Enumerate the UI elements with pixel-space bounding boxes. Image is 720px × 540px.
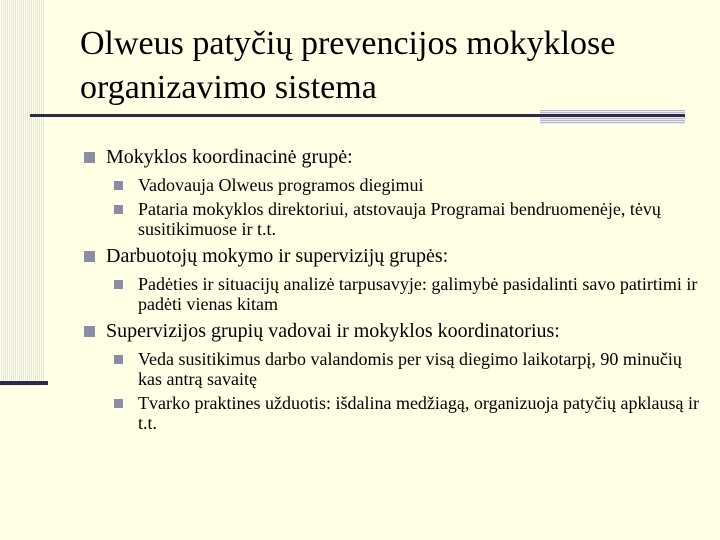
square-bullet-icon [84,251,95,262]
sub-bullet-text: Tvarko praktines užduotis: išdalina medžiagą, organizuoja patyčių apklausą ir t.t. [138,393,699,433]
bullet-text: Supervizijos grupių vadovai ir mokyklos koordinatorius: [106,320,560,342]
bullet-item-coordination-group [84,146,704,168]
sub-bullet-item [84,349,704,389]
sub-bullet-text: Padėties ir situacijų analizė tarpusavyje: galimybė pasidalinti savo patirtimi ir padėti vienas kitam [138,274,698,314]
sub-bullet-item [84,199,704,239]
square-bullet-icon [114,280,123,289]
sub-bullet-item [84,274,704,314]
title-rule-pattern [540,110,685,124]
bullet-item-supervision-leaders [84,320,704,342]
bullet-text: Mokyklos koordinacinė grupė: [106,146,353,168]
bullet-text: Darbuotojų mokymo ir supervizijų grupės: [106,245,449,267]
sub-bullet-text: Vadovauja Olweus programos diegimui [138,175,424,195]
left-bar-cap [0,381,48,385]
slide-content [84,146,704,439]
sub-list [84,175,704,239]
slide-title: Olweus patyčių prevencijos mokyklose organizavimo sistema [80,25,616,106]
sub-list [84,349,704,433]
left-decorative-bar [0,0,44,386]
square-bullet-icon [84,152,95,163]
square-bullet-icon [84,326,95,337]
sub-bullet-item [84,175,704,195]
sub-bullet-text: Pataria mokyklos direktoriui, atstovauja Programai bendruomenėje, tėvų susitikimuose ir t.t. [138,199,661,239]
sub-bullet-text: Veda susitikimus darbo valandomis per visą diegimo laikotarpį, 90 minučių kas antrą savaitę [138,349,682,389]
title-divider [30,114,685,117]
square-bullet-icon [114,399,123,408]
square-bullet-icon [114,181,123,190]
sub-bullet-item [84,393,704,433]
sub-list [84,274,704,314]
bullet-item-staff-training-groups [84,245,704,267]
square-bullet-icon [114,355,123,364]
square-bullet-icon [114,205,123,214]
